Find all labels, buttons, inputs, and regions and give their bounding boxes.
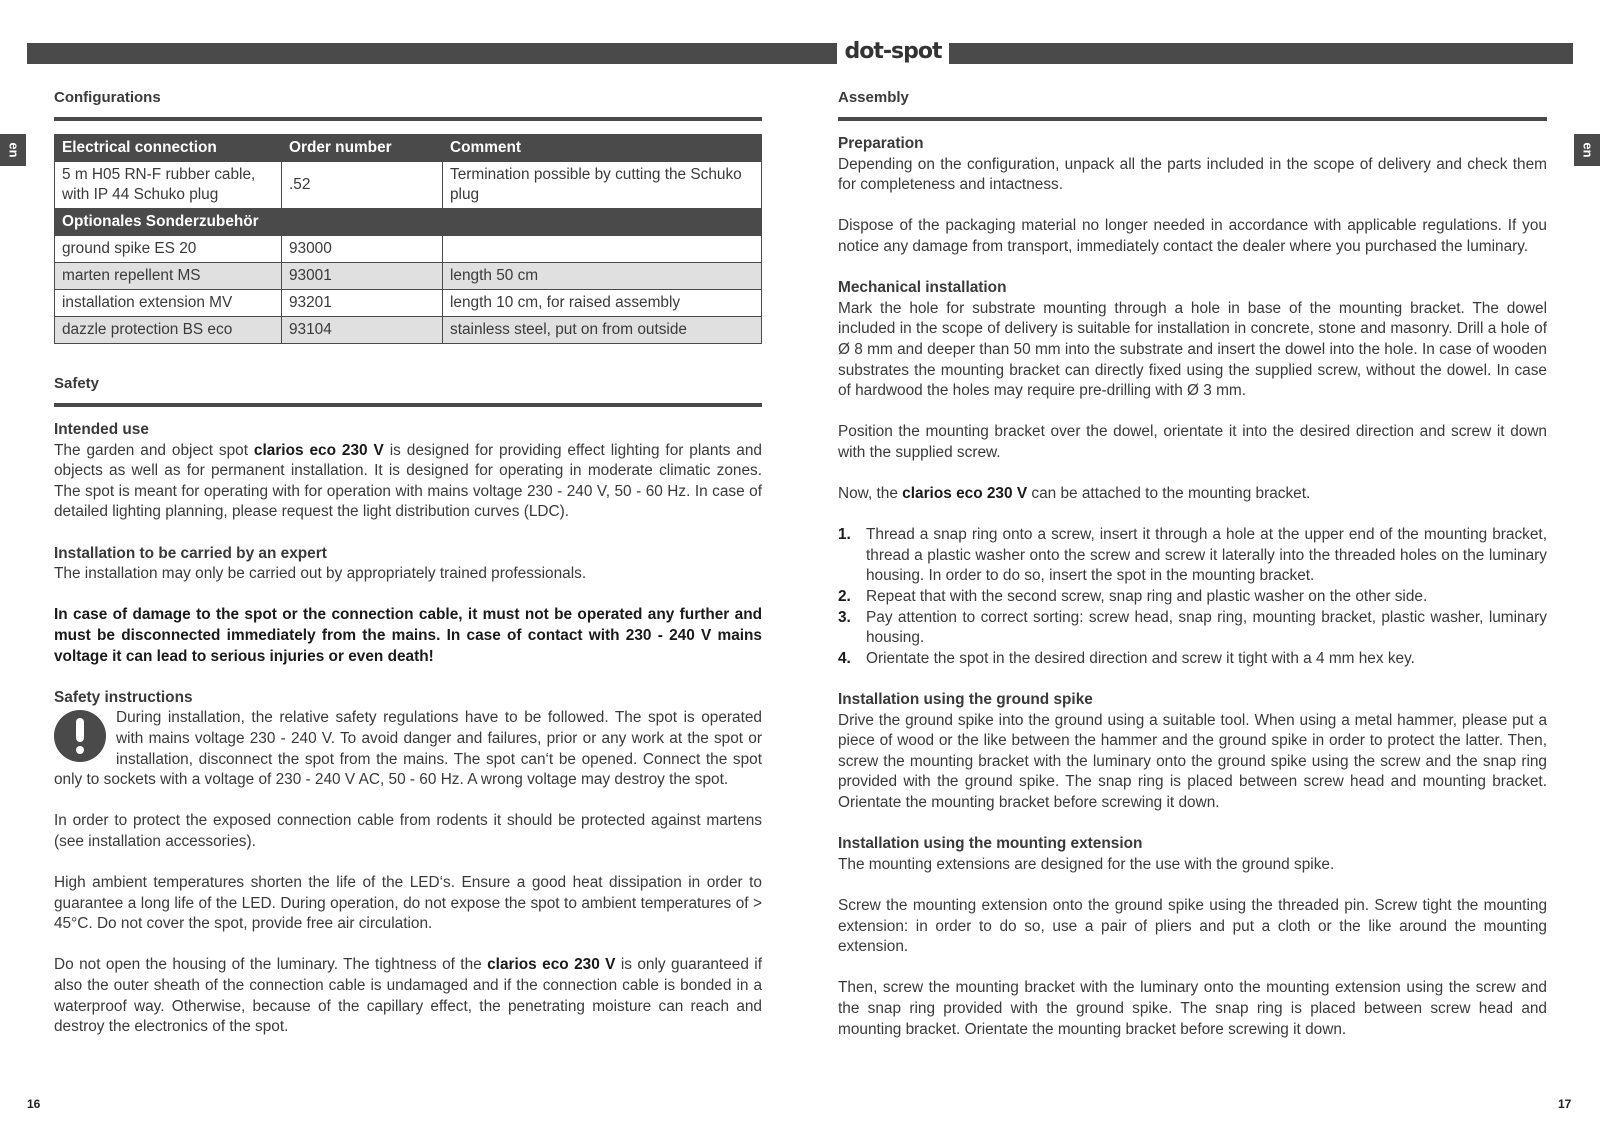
expert-text: The installation may only be carried out by appropriately trained professionals. [54,565,587,583]
list-item [838,525,1547,587]
group-label: Optionales Sonderzubehör [55,209,762,236]
product-name: clarios eco 230 V [253,441,384,459]
mounting-extension-text: The mounting extensions are designed for the use with the ground spike. [838,855,1335,873]
text-fragment: is only guaranteed if also the outer sheath of the connection cable is undamaged and if the connection cable is bonded in a waterproof way. Otherwise, because of the capillary effect, the penetrating moisture can reach and destroy the electronics of the spot. [54,956,762,1036]
list-item [838,587,1547,608]
ground-spike-text: Drive the ground spike into the ground using a suitable tool. When using a metal hammer, please put a piece of wood or the like between the hammer and the ground spike in order to protect the latter. Then, screw the mounting bracket with the luminary onto the ground spike using the screw and the snap ring provided with the ground spike. The snap ring is placed between screw head and mounting bracket. Orientate the mounting bracket before screwing it down. [838,711,1547,811]
safety-title: Safety [54,375,100,392]
table-header-row [55,135,762,162]
mechanical-text: Mark the hole for substrate mounting through a hole in base of the mounting bracket. The dowel included in the scope of delivery is suitable for installation in concrete, stone and masonry. Drill a hole of Ø 8 mm and deeper than 50 mm into the substrate and insert the dowel into the hole. In case of wooden substrates the mounting bracket can directly fixed using the supplied screw, without the dowel. In case of hardwood the holes may require pre-drilling with Ø 3 mm. [838,299,1547,400]
cell-order-number: 93104 [282,317,443,344]
step-text: Orientate the spot in the desired direction and screw it tight with a 4 mm hex key. [866,649,1415,667]
left-column [54,88,762,1038]
header-bar-left [27,43,837,64]
configurations-title: Configurations [54,89,161,106]
text-fragment: Do not open the housing of the luminary. The tightness of the [54,956,488,974]
danger-warning: In case of damage to the spot or the connection cable, it must not be operated any further and must be disconnected immediately from the mains. In case of contact with 230 - 240 V mains voltage it can lead to serious injuries or even death! [54,606,762,665]
product-name: clarios eco 230 V [902,485,1028,503]
cell-comment: length 50 cm [443,263,762,290]
mounting-extension-title: Installation using the mounting extension [838,835,1143,853]
expert-title: Installation to be carried by an expert [54,544,327,562]
cell-connection: ground spike ES 20 [55,236,282,263]
cell-connection: dazzle protection BS eco [55,317,282,344]
housing-text [54,955,762,1037]
safety-instructions [54,708,762,790]
step-text: Pay attention to correct sorting: screw head, snap ring, mounting bracket, plastic washer, luminary housing. [866,608,1547,647]
attach-text [838,484,1547,505]
table-row [55,290,762,317]
header-bar-right [949,43,1573,64]
assembly-steps [838,525,1547,669]
table-row [55,236,762,263]
warning-exclamation-icon [54,710,106,762]
page-number-left: 16 [27,1097,41,1111]
brand-logo: dot-spot [844,39,942,64]
language-tab-label: en [6,142,22,158]
bracket-extension-text: Then, screw the mounting bracket with the luminary onto the mounting extension using the screw and the snap ring provided with the ground spike. The snap ring is placed between screw head and mounting bracket. Orientate the mounting bracket before screwing it down. [838,979,1547,1038]
list-item [838,608,1547,649]
section-rule [838,117,1547,121]
positioning-text: Position the mounting bracket over the dowel, orientate it into the desired direction and screw it down with the supplied screw. [838,423,1547,461]
table-group-row [55,209,762,236]
language-tab-left [0,134,26,166]
step-number: 1. [838,526,851,544]
table-row [55,317,762,344]
cell-order-number: .52 [282,162,443,209]
safety-instructions-text: During installation, the relative safety regulations have to be followed. The spot is operated with mains voltage 230 - 240 V. To avoid danger and failures, prior or any work at the spot or installation, disconnect the spot from the mains. The spot can‘t be opened. Connect the spot only to sockets with a voltage of 230 - 240 V AC, 50 - 60 Hz. A wrong voltage may destroy the spot. [54,709,762,789]
right-column [838,88,1547,1040]
step-number: 3. [838,608,851,626]
step-number: 4. [838,649,851,667]
table-row [55,263,762,290]
intended-use-title: Intended use [54,421,149,438]
screw-extension-text: Screw the mounting extension onto the ground spike using the threaded pin. Screw tight the mounting extension: in order to do so, use a pair of pliers and put a cloth or the like around the mounting extension. [838,896,1547,956]
section-rule [54,403,762,407]
intended-use-text [54,441,762,523]
configurations-table [54,134,762,344]
cell-order-number: 93000 [282,236,443,263]
rodents-text: In order to protect the exposed connection cable from rodents it should be protected against martens (see installation accessories). [54,812,762,850]
assembly-title: Assembly [838,89,909,106]
cell-comment: stainless steel, put on from outside [443,317,762,344]
step-number: 2. [838,588,851,606]
step-text: Repeat that with the second screw, snap ring and plastic washer on the other side. [866,588,1428,606]
temperature-text: High ambient temperatures shorten the life of the LED‘s. Ensure a good heat dissipation in order to guarantee a long life of the LED. During operation, do not expose the spot to ambient temperatures of > 45°C. Do not cover the spot, provide free air circulation. [54,874,762,933]
product-name: clarios eco 230 V [487,956,616,974]
text-fragment: The garden and object spot [54,441,254,459]
cell-connection: 5 m H05 RN-F rubber cable, with IP 44 Schuko plug [55,162,282,209]
header-order-number: Order number [282,135,443,162]
cell-comment: length 10 cm, for raised assembly [443,290,762,317]
header-electrical-connection: Electrical connection [55,135,282,162]
table-row [55,162,762,209]
text-fragment: is designed for providing effect lighting for plants and objects as well as for permanent installation. It is designed for operating in moderate climatic zones. The spot is meant for operating with for operation with mains voltage 230 - 240 V, 50 - 60 Hz. In case of detailed lighting planning, please request the light distribution curves (LDC). [54,441,762,521]
cell-comment: Termination possible by cutting the Schuko plug [443,162,762,209]
cell-comment [443,236,762,263]
cell-connection: installation extension MV [55,290,282,317]
preparation-text: Depending on the configuration, unpack all the parts included in the scope of delivery and check them for completeness and intactness. [838,155,1547,194]
mechanical-title: Mechanical installation [838,279,1007,297]
disposal-text: Dispose of the packaging material no longer needed in accordance with applicable regulations. If you notice any damage from transport, immediately contact the dealer where you purchased the luminary. [838,217,1547,255]
cell-connection: marten repellent MS [55,263,282,290]
step-text: Thread a snap ring onto a screw, insert it through a hole at the upper end of the mounting bracket, thread a plastic washer onto the screw and screw it laterally into the threaded holes on the luminary housing. In order to do so, insert the spot in the mounting bracket. [866,526,1547,585]
cell-order-number: 93001 [282,263,443,290]
language-tab-label: en [1580,142,1596,158]
list-item [838,649,1547,670]
ground-spike-title: Installation using the ground spike [838,691,1093,709]
preparation-title: Preparation [838,135,924,152]
language-tab-right [1574,134,1600,166]
page-number-right: 17 [1558,1097,1572,1111]
section-rule [54,117,762,121]
safety-instructions-title: Safety instructions [54,688,193,706]
text-fragment: Now, the [838,485,903,503]
header-comment: Comment [443,135,762,162]
cell-order-number: 93201 [282,290,443,317]
text-fragment: can be attached to the mounting bracket. [1027,485,1311,503]
